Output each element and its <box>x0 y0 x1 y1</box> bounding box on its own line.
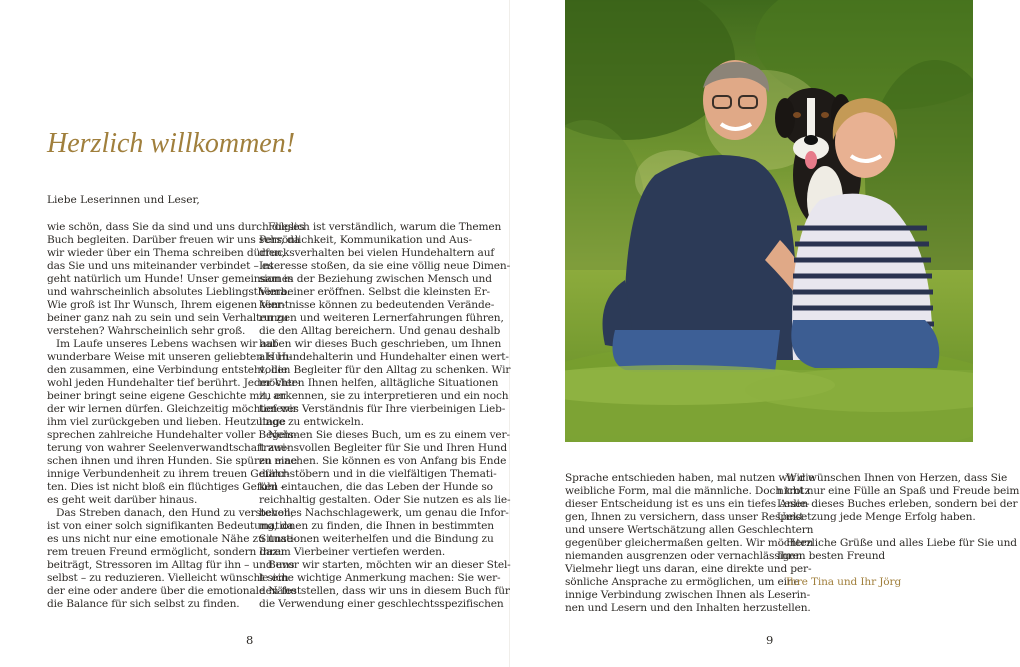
body-text-line: Ihrem Vierbeiner vertiefen werden. <box>259 546 446 558</box>
body-text-line: drucksverhalten bei vielen Hundehaltern auf <box>259 247 495 259</box>
body-text-line: kenntnisse können zu bedeutenden Verände- <box>259 299 495 311</box>
signature: Ihre Tina und Ihr Jörg <box>786 576 902 588</box>
greeting-line: Herzliche Grüße und alles Liebe für Sie und <box>786 537 1017 549</box>
body-text-line: die den Alltag bereichern. Und genau deshalb <box>259 325 501 337</box>
body-text-line: nen und Lesern und den Inhalten herzustellen. <box>565 602 811 614</box>
closing-line: Wir wünschen Ihnen von Herzen, dass Sie <box>786 472 1008 484</box>
body-text-line: der eine oder andere über die emotionale Nähe <box>47 585 297 597</box>
body-text-line: sprechen zahlreiche Hundehalter voller Begeis- <box>47 429 297 441</box>
text-column-left-2 <box>259 221 511 611</box>
body-text-line: Interesse stoßen, da sie eine völlig neue Dimen- <box>259 260 511 272</box>
body-text-line: verstehen? Wahrscheinlich sehr groß. <box>47 325 246 337</box>
salutation: Liebe Leserinnen und Leser, <box>47 194 200 206</box>
body-text-line: als Hundehalterin und Hundehalter einen wert- <box>259 351 509 363</box>
body-text-line: wie schön, dass Sie da sind und uns durch dieses <box>47 221 305 233</box>
body-text-line: beiner bringt seine eigene Geschichte mit, an <box>47 390 286 402</box>
closing-line: Lesen dieses Buches erleben, sondern bei der <box>777 498 1018 510</box>
body-text-line: zu machen. Sie können es von Anfang bis Ende <box>259 455 507 467</box>
body-text-line: vollen Begleiter für den Alltag zu schenken. Wir <box>259 364 511 376</box>
page-number-left: 8 <box>246 633 254 647</box>
body-text-line: Vielmehr liegt uns daran, eine direkte und per- <box>565 563 812 575</box>
body-text-line: geht natürlich um Hunde! Unser gemeinsames <box>47 273 294 285</box>
body-text-line: Situationen weiterhelfen und die Bindung zu <box>259 533 494 545</box>
body-text-line: Folglich ist verständlich, warum die Themen <box>268 221 502 233</box>
body-text-line: rem treuen Freund ermöglicht, sondern dazu <box>47 546 285 558</box>
body-text-line: Nehmen Sie dieses Buch, um es zu einem ver- <box>268 429 510 441</box>
body-text-line: rungen und weiteren Lernerfahrungen führen, <box>259 312 504 324</box>
paragraph-spacer <box>777 563 977 576</box>
right-page <box>510 0 1020 667</box>
text-column-left-1 <box>47 221 305 611</box>
body-text-line: Bevor wir starten, möchten wir an dieser Stel- <box>268 559 511 571</box>
body-text-line: Buch begleiten. Darüber freuen wir uns sehr, da <box>47 234 300 246</box>
page-number-right: 9 <box>766 633 774 647</box>
body-text-line: Sprache entschieden haben, mal nutzen wir die <box>565 472 815 484</box>
body-text-line: wir wieder über ein Thema schreiben dürfen, <box>47 247 285 259</box>
body-text-line: niemanden ausgrenzen oder vernachlässigen. <box>565 550 806 562</box>
body-text-line: gen, Ihnen zu versichern, dass unser Respekt <box>565 511 804 523</box>
body-text-line: linge zu entwickeln. <box>259 416 364 428</box>
body-text-line: sönliche Ansprache zu ermöglichen, um eine <box>565 576 800 588</box>
body-text-line: ken eintauchen, die das Leben der Hunde so <box>259 481 493 493</box>
body-text-line: Wie groß ist Ihr Wunsch, Ihrem eigenen Vier- <box>47 299 286 311</box>
body-text-line: möchten Ihnen helfen, alltägliche Situationen <box>259 377 499 389</box>
body-text-line: zu erkennen, sie zu interpretieren und ein noch <box>259 390 509 402</box>
body-text-line: der wir lernen dürfen. Gleichzeitig möchten wir <box>47 403 298 415</box>
body-text-line: den feststellen, dass wir uns in diesem Buch für <box>259 585 510 597</box>
text-column-right-1 <box>565 472 815 615</box>
text-column-right-2 <box>777 472 1020 589</box>
authors-with-dog-photo <box>565 0 973 442</box>
body-text-line: das Sie und uns miteinander verbindet – es <box>47 260 274 272</box>
body-text-line: und wahrscheinlich absolutes Lieblingsthema. <box>47 286 290 298</box>
closing-line: Umsetzung jede Menge Erfolg haben. <box>777 511 976 523</box>
body-text-line: trauensvollen Begleiter für Sie und Ihren Hund <box>259 442 507 454</box>
closing-line: nicht nur eine Fülle an Spaß und Freude beim <box>777 485 1020 497</box>
body-text-line: dieser Entscheidung ist es uns ein tiefes Anlie- <box>565 498 810 510</box>
body-text-line: es uns nicht nur eine emotionale Nähe zu unse- <box>47 533 297 545</box>
body-text-line: gegenüber gleichermaßen gelten. Wir möchten <box>565 537 814 549</box>
body-text-line: und unsere Wertschätzung allen Geschlechtern <box>565 524 814 536</box>
body-text-line: terung von wahrer Seelenverwandtschaft zwi- <box>47 442 289 454</box>
body-text-line: le eine wichtige Anmerkung machen: Sie wer- <box>259 572 501 584</box>
body-text-line: weibliche Form, mal die männliche. Doch trotz <box>565 485 810 497</box>
body-text-line: reichhaltig gestalten. Oder Sie nutzen es als lie- <box>259 494 511 506</box>
page-heading: Herzlich willkommen! <box>47 128 296 159</box>
body-text-line: die Verwendung einer geschlechtsspezifischen <box>259 598 504 610</box>
body-text-line: die Balance für sich selbst zu finden. <box>47 598 240 610</box>
body-text-line: wohl jeden Hundehalter tief berührt. Jeder Vier- <box>47 377 300 389</box>
body-text-line: ist von einer solch signifikanten Bedeutung, da <box>47 520 294 532</box>
body-text-line: sion in der Beziehung zwischen Mensch und <box>259 273 492 285</box>
body-text-line: durchstöbern und in die vielfältigen Themati- <box>259 468 497 480</box>
body-text-line: innige Verbundenheit zu ihrem treuen Gefähr- <box>47 468 290 480</box>
body-text-line: den zusammen, eine Verbindung entsteht, die <box>47 364 288 376</box>
body-text-line: beiträgt, Stressoren im Alltag für ihn – und uns <box>47 559 295 571</box>
body-text-line: Im Laufe unseres Lebens wachsen wir auf <box>56 338 277 350</box>
body-text-line: bevolles Nachschlagewerk, um genau die Infor- <box>259 507 509 519</box>
body-text-line: schen ihnen und ihren Hunden. Sie spüren eine <box>47 455 298 467</box>
body-text-line: haben wir dieses Buch geschrieben, um Ihnen <box>259 338 502 350</box>
body-text-line: beiner ganz nah zu sein und sein Verhalten zu <box>47 312 289 324</box>
body-text-line: Das Streben danach, den Hund zu verstehen, <box>56 507 294 519</box>
body-text-line: wunderbare Weise mit unseren geliebten Hun- <box>47 351 292 363</box>
body-text-line: mationen zu finden, die Ihnen in bestimmten <box>259 520 494 532</box>
body-text-line: innige Verbindung zwischen Ihnen als Leserin- <box>565 589 811 601</box>
body-text-line: ihm viel zurückgeben und lieben. Heutzutage <box>47 416 286 428</box>
greeting-line: Ihren besten Freund <box>777 550 885 562</box>
body-text-line: es geht weit darüber hinaus. <box>47 494 198 506</box>
body-text-line: selbst – zu reduzieren. Vielleicht wünscht sich <box>47 572 289 584</box>
body-text-line: ten. Dies ist nicht bloß ein flüchtiges Gefühl – <box>47 481 286 493</box>
body-text-line: Persönlichkeit, Kommunikation und Aus- <box>259 234 472 246</box>
body-text-line: tieferes Verständnis für Ihre vierbeinigen Lieb- <box>259 403 506 415</box>
paragraph-spacer <box>777 524 977 537</box>
body-text-line: Vierbeiner eröffnen. Selbst die kleinsten Er- <box>259 286 490 298</box>
